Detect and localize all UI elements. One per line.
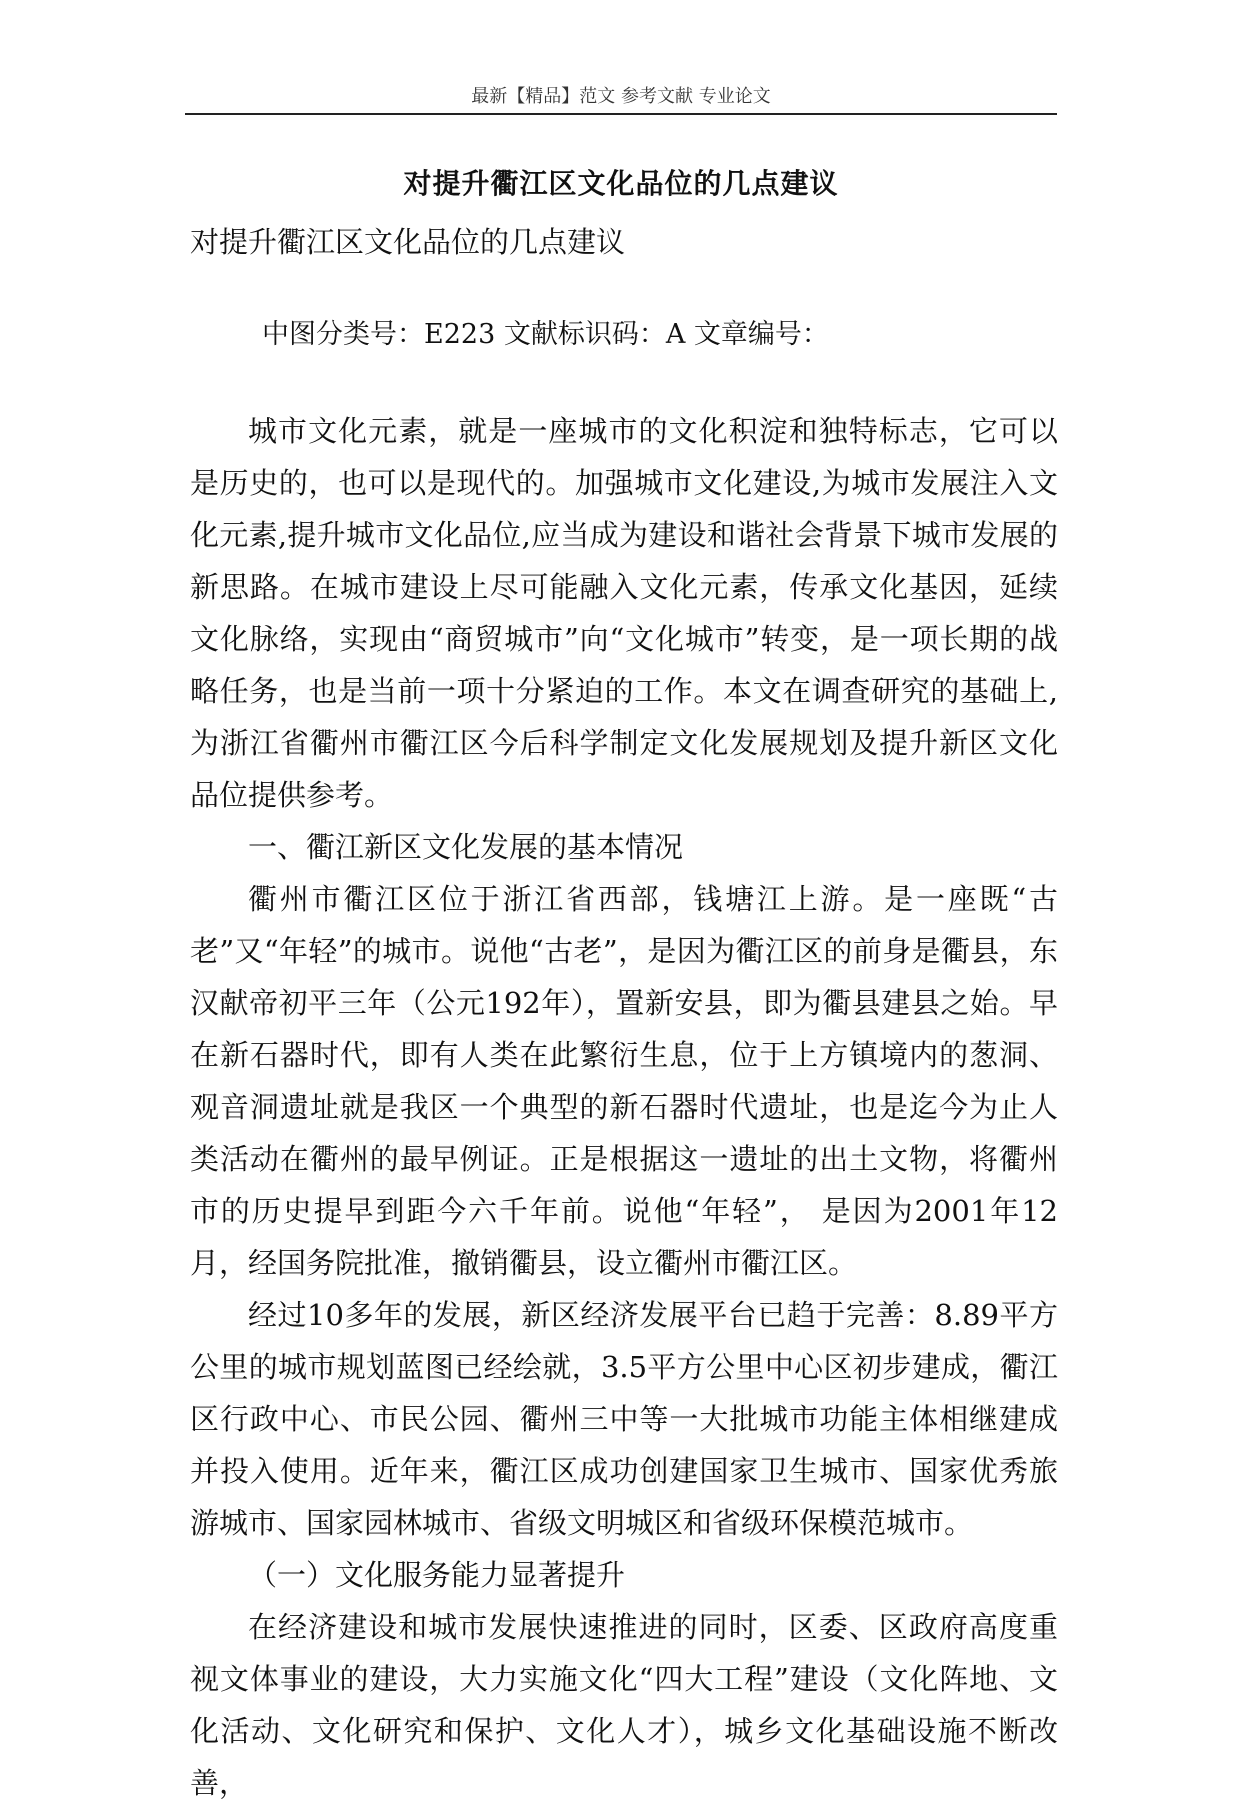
- body-paragraph: 在经济建设和城市发展快速推进的同时，区委、区政府高度重视文体事业的建设，大力实施文化“四大工程”建设（文化阵地、文化活动、文化研究和保护、文化人才），城乡文化基础设施不断改善，: [190, 1610, 1058, 1800]
- page-header: 最新【精品】范文 参考文献 专业论文: [471, 86, 771, 107]
- document-subtitle: 对提升衢江区文化品位的几点建议: [190, 225, 626, 259]
- section-heading: 一、衢江新区文化发展的基本情况: [248, 830, 684, 864]
- subsection-heading: （一）文化服务能力显著提升: [248, 1558, 626, 1592]
- body-paragraph: 经过10多年的发展，新区经济发展平台已趋于完善：8.89平方公里的城市规划蓝图已经绘就，3.5平方公里中心区初步建成，衢江区行政中心、市民公园、衢州三中等一大批城市功能主体相继建成并投入使用。近年来，衢江区成功创建国家卫生城市、国家优秀旅游城市、国家园林城市、省级文明城区和省级环保模范城市。: [190, 1298, 1058, 1540]
- body-paragraph: 城市文化元素，就是一座城市的文化积淀和独特标志，它可以是历史的，也可以是现代的。加强城市文化建设,为城市发展注入文化元素,提升城市文化品位,应当成为建设和谐社会背景下城市发展的新思路。在城市建设上尽可能融入文化元素，传承文化基因，延续文化脉络，实现由“商贸城市”向“文化城市”转变，是一项长期的战略任务，也是当前一项十分紧迫的工作。本文在调查研究的基础上,为浙江省衢州市衢江区今后科学制定文化发展规划及提升新区文化品位提供参考。: [190, 414, 1058, 812]
- document-title: 对提升衢江区文化品位的几点建议: [403, 167, 839, 200]
- document-body: [190, 405, 1058, 1809]
- classification-line: 中图分类号：E223 文献标识码：A 文章编号：: [262, 319, 829, 350]
- header-divider: [185, 113, 1057, 115]
- body-paragraph: 衢州市衢江区位于浙江省西部，钱塘江上游。是一座既“古老”又“年轻”的城市。说他“古老”，是因为衢江区的前身是衢县，东汉献帝初平三年（公元192年），置新安县，即为衢县建县之始。早在新石器时代，即有人类在此繁衍生息，位于上方镇境内的葱洞、观音洞遗址就是我区一个典型的新石器时代遗址，也是迄今为止人类活动在衢州的最早例证。正是根据这一遗址的出土文物，将衢州市的历史提早到距今六千年前。说他“年轻”， 是因为2001年12月，经国务院批准，撤销衢县，设立衢州市衢江区。: [190, 882, 1058, 1280]
